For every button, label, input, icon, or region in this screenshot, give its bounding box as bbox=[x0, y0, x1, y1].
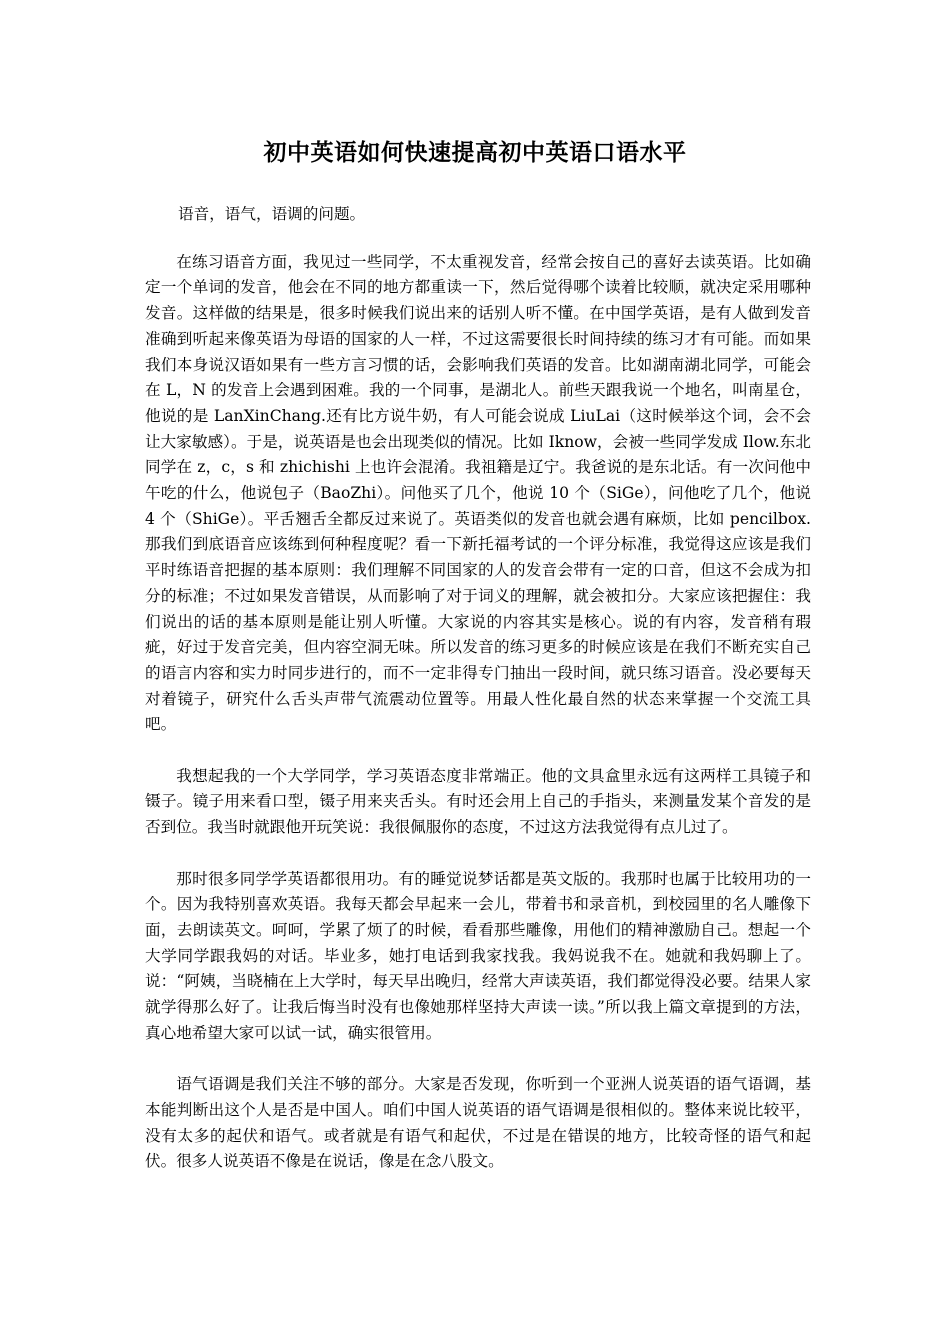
paragraph-study-habits: 那时很多同学学英语都很用功。有的睡觉说梦话都是英文版的。我那时也属于比较用功的一个。因为我特别喜欢英语。我每天都会早起来一会儿，带着书和录音机，到校园里的名人雕像下面，去朗读英文。呵呵，学累了烦了的时候，看看那些雕像，用他们的精神激励自己。想起一个大学同学跟我妈的对话。毕业多，她打电话到我家找我。我妈说我不在。她就和我妈聊上了。说：“阿姨，当晓楠在上大学时，每天早出晚归，经常大声读英语，我们都觉得没必要。结果人家就学得那么好了。让我后悔当时没有也像她那样坚持大声读一读。”所以我上篇文章提到的方法，真心地希望大家可以试一试，确实很管用。 bbox=[145, 869, 811, 1042]
document-title: 初中英语如何快速提高初中英语口语水平 bbox=[263, 139, 687, 166]
paragraph-classmate: 我想起我的一个大学同学，学习英语态度非常端正。他的文具盒里永远有这两样工具镜子和镊子。镜子用来看口型，镊子用来夹舌头。有时还会用上自己的手指头，来测量发某个音发的是否到位。我当时就跟他开玩笑说：我很佩服你的态度，不过这方法我觉得有点儿过了。 bbox=[145, 766, 811, 837]
document-body bbox=[145, 202, 811, 1175]
paragraph-intonation: 语气语调是我们关注不够的部分。大家是否发现，你听到一个亚洲人说英语的语气语调，基本能判断出这个人是否是中国人。咱们中国人说英语的语气语调是很相似的。整体来说比较平，没有太多的起伏和语气。或者就是有语气和起伏，不过是在错误的地方，比较奇怪的语气和起伏。很多人说英语不像是在说话，像是在念八股文。 bbox=[145, 1075, 811, 1171]
paragraph-intro: 语音，语气，语调的问题。 bbox=[178, 205, 366, 223]
paragraph-pronunciation: 在练习语音方面，我见过一些同学，不太重视发音，经常会按自己的喜好去读英语。比如确定一个单词的发音，他会在不同的地方都重读一下，然后觉得哪个读着比较顺，就决定采用哪种发音。这样做的结果是，很多时候我们说出来的话别人听不懂。在中国学英语，是有人做到发音准确到听起来像英语为母语的国家的人一样，不过这需要很长时间持续的练习才有可能。而如果我们本身说汉语如果有一些方言习惯的话，会影响我们英语的发音。比如湖南湖北同学，可能会在 L，N 的发音上会遇到困难。我的一个同事，是湖北人。前些天跟我说一个地名，叫南星仓，他说的是 LanXinChang.还有比方说牛奶，有人可能会说成 LiuLai（这时候举这个词，会不会让大家敏感）。于是，说英语是也会出现类似的情况。比如 Iknow，会被一些同学发成 Ilow.东北同学在 z，c，s 和 zhichishi 上也许会混淆。我祖籍是辽宁。我爸说的是东北话。有一次问他中午吃的什么，他说包子（BaoZhi）。问他买了几个，他说 10 个（SiGe），问他吃了几个，他说 4 个（ShiGe）。平舌翘舌全都反过来说了。英语类似的发音也就会遇有麻烦，比如 pencilbox.那我们到底语音应该练到何种程度呢？看一下新托福考试的一个评分标准，我觉得这应该是我们平时练语音把握的基本原则：我们理解不同国家的人的发音会带有一定的口音，但这不会成为扣分的标准；不过如果发音错误，从而影响了对于词义的理解，就会被扣分。大家应该把握住：我们说出的话的基本原则是能让别人听懂。大家说的内容其实是核心。说的有内容，发音稍有瑕疵，好过于发音完美，但内容空洞无味。所以发音的练习更多的时候应该是在我们不断充实自己的语言内容和实力时同步进行的，而不一定非得专门抽出一段时间，就只练习语音。没必要每天对着镜子，研究什么舌头声带气流震动位置等。用最人性化最自然的状态来掌握一个交流工具吧。 bbox=[145, 252, 811, 734]
